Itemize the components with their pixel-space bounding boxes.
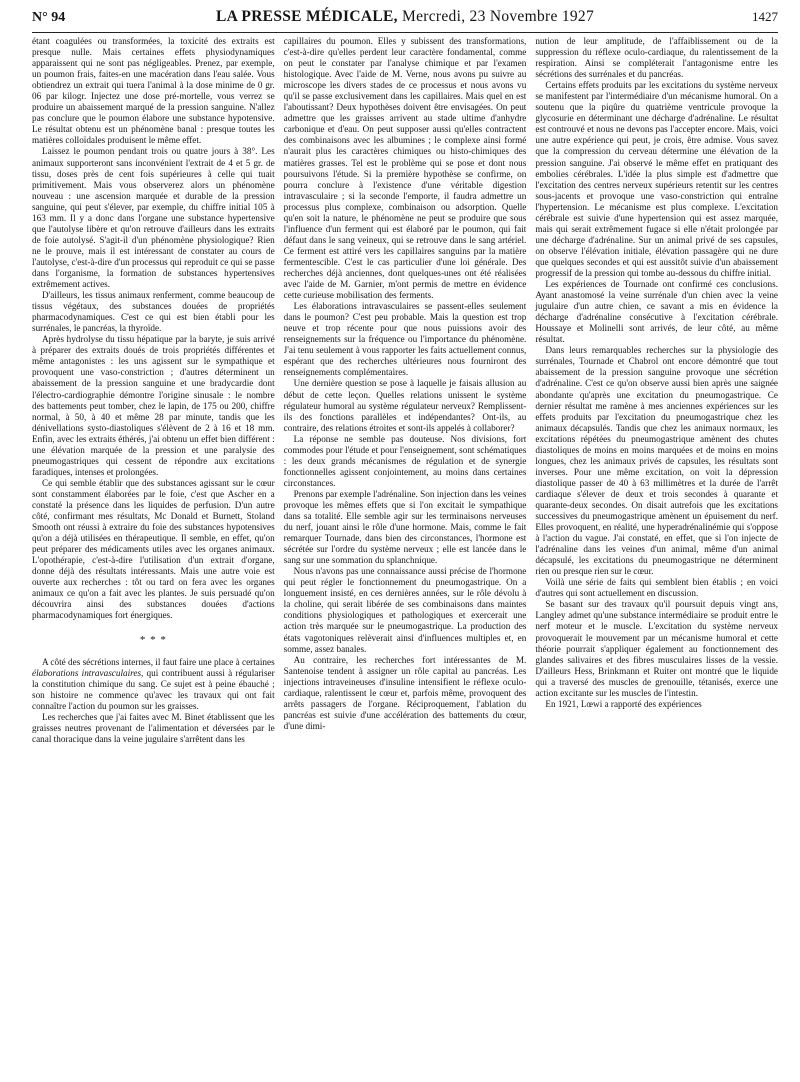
paragraph: capillaires du poumon. Elles y subissent des transformations, c'est-à-dire qu'elles perdent leur caractère fondamental, comme on peut le constater par l'analyse chimique et par l'examen histologique. Avec l'aide de M. Verne, nous avons pu suivre au microscope les divers stades de ce processus et nous avons vu qu'il se passe exclusivement dans les capillaires. Mais quel en est l'aboutissant? Deux hypothèses doivent être envisagées. On peut admettre que les graisses arrivent au stade ultime d'anhydre carbonique et d'eau. On peut supposer aussi qu'elles contractent des combinaisons avec les albumines ; le complexe ainsi formé n'aurait plus les caractères chimiques ou histo-chimiques des matières grasses. Tel est le problème qui se pose et dont nous poursuivons l'étude. Si la première hypothèse se confirme, on pourra conclure à l'existence d'une véritable digestion intravasculaire ; si la seconde l'emporte, il faudra admettre un processus plus complexe, combinaison ou adsorption. Quelle qu'en soit la nature, le phénomène ne peut se produire que sous l'influence d'un ferment qui est élaboré par le poumon, qui fait défaut dans le sang veineux, qui se retrouve dans le sang artériel. Ce ferment est attiré vers les capillaires sanguins par la matière fermentescible. C'est le cas particulier d'une loi générale. Des recherches déjà anciennes, dont quelques-unes ont été réalisées avec l'aide de M. Garnier, m'ont permis de mettre en évidence cette curieuse mobilisation des ferments. bbox=[283, 36, 527, 301]
paragraph: Les élaborations intravasculaires se passent-elles seulement dans le poumon? C'est peu probable. Mais la question est trop neuve et trop récente pour que nous puissions avoir des renseignements sur la fréquence ou l'importance du phénomène. J'ai tenu seulement à vous rapporter les faits actuellement connus, espérant que des recherches ultérieures nous fourniront des renseignements complémentaires. bbox=[283, 301, 527, 378]
column-1 bbox=[32, 36, 275, 1076]
paragraph: nution de leur amplitude, de l'affaiblissement ou de la suppression du réflexe oculo-cardiaque, du ralentissement de la respiration. Ainsi se compléterait l'antagonisme entre les sécrétions des surrénales et du pancréas. bbox=[535, 36, 779, 80]
article-columns bbox=[32, 36, 778, 1076]
paragraph: Laissez le poumon pendant trois ou quatre jours à 38°. Les animaux supporteront sans inconvénient l'extrait de 4 et 5 gr. de tissu, doses près de cent fois supérieures à celle qui tuait primitivement. Mais vous observerez alors un phénomène nouveau : une ascension marquée et durable de la pression sanguine, qui peut s'élever, par exemple, du chiffre initial 105 à 163 mm. Il y a donc dans l'organe une substance hypertensive que l'autolyse libère et qu'on retrouve d'ailleurs dans les extraits de foie autolysé. S'agit-il d'un phénomène physiologique? Rien ne le prouve, mais il est intéressant de constater au cours de l'autolyse, c'est-à-dire d'un processus qui reproduit ce qui se passe dans l'organisme, la formation de substances hypertensives extrêmement actives. bbox=[32, 146, 275, 290]
paragraph: Dans leurs remarquables recherches sur la physiologie des surrénales, Tournade et Chabrol ont encore démontré que tout abaissement de la pression sanguine provoque une sécrétion d'adrénaline. C'est ce qu'on observe aussi bien après une saignée abondante qu'après une excitation du pneumogastrique. Ce dernier résultat me ramène à mes anciennes expériences sur les effets produits par l'excitation du pneumogastrique chez les animaux décapsulés. Tandis que chez les animaux normaux, les excitations répétées du pneumogastrique amènent des chutes diastoliques de moins en moins marquées et de moins en moins longues, chez les animaux privés de capsules, les résultats sont inverses. Pour une même excitation, on voit la dépression diastolique passer de 40 à 63 millimètres et la durée de l'arrêt cardiaque s'élever de deux et trois secondes à quarante et quarante-deux secondes. On disait autrefois que les excitations successives du pneumogastrique amènent un épuisement du nerf. Elles provoquent, en réalité, une hyperadrénalinémie qui s'oppose à l'action du vague. J'ai constaté, en effet, que si l'on injecte de l'adrénaline dans les veines d'un animal, même d'un animal décapsulé, les excitations du pneumogastrique ne déterminent rien ou presque rien sur le cœur. bbox=[535, 345, 779, 577]
paragraph: D'ailleurs, les tissus animaux renferment, comme beaucoup de tissus végétaux, des substances douées de propriétés pharmacodynamiques. C'est ce qui est bien établi pour les surrénales, le pancréas, la thyroïde. bbox=[32, 290, 275, 334]
page-number: 1427 bbox=[752, 9, 778, 24]
paragraph: Une dernière question se pose à laquelle je faisais allusion au début de cette leçon. Quelles relations unissent le système régulateur humoral au système régulateur nerveux? Remplissent-ils des fonctions parallèles et indépendantes? Ont-ils, au contraire, des relations étroites et sont-ils appelés à collaborer? bbox=[283, 378, 527, 433]
text-run: A côté des sécrétions internes, il faut faire une place à certaines bbox=[42, 656, 275, 667]
journal-title: LA PRESSE MÉDICALE, bbox=[215, 8, 398, 25]
paragraph: Se basant sur des travaux qu'il poursuit depuis vingt ans, Langley admet qu'une substance intermédiaire se produit entre le nerf moteur et le muscle. L'excitation du système nerveux provoquerait le mouvement par un mécanisme humoral et cette théorie pourrait s'appliquer également au fonctionnement des glandes salivaires et des fibres musculaires lisses de la vessie. D'ailleurs Hess, Brinkmann et Ruiter ont montré que le liquide qui a traversé des muscles de grenouille, tétanisés, exerce une action excitante sur les muscles de l'intestin. bbox=[535, 599, 779, 698]
paragraph: Certains effets produits par les excitations du système nerveux se manifestent par l'intermédiaire d'un mécanisme humoral. On a soutenu que la piqûre du quatrième ventricule provoque la glycosurie en déterminant une décharge d'adrénaline. Le résultat est controuvé et nous ne devons pas l'accepter encore. Mais, voici une autre expérience qui peut, je crois, être admise. Vous savez que la compression du cerveau détermine une élévation de la pression sanguine. J'ai observé le même effet en pratiquant des embolies cérébrales. L'idée la plus simple est d'admettre que l'excitation des centres nerveux supérieurs retentit sur les centres sous-jacents et provoque une vaso-constriction qui entraîne l'hypertension. Le mécanisme est plus complexe. L'excitation cérébrale est suivie d'une hypertension qui est assez marquée, mais qui serait extrêmement fugace si elle n'était prolongée par une décharge d'adrénaline. Sur un animal privé de ses capsules, on observe l'élévation initiale, élévation passagère qui ne dure que quelques secondes et qui est aussitôt suivie d'un abaissement progressif de la pression qui tombe au-dessous du chiffre initial. bbox=[535, 80, 779, 278]
issue-number: N° 94 bbox=[32, 10, 66, 25]
section-separator: * * * bbox=[139, 634, 167, 647]
italic-term: élaborations intravasculaires, bbox=[32, 667, 144, 678]
paragraph: Les recherches que j'ai faites avec M. Binet établissent que les graisses neutres provenant de l'alimentation et déversées par le canal thoracique dans la veine jugulaire s'arrêtent dans les bbox=[32, 711, 275, 744]
paragraph: En 1921, Lœwi a rapporté des expériences bbox=[545, 698, 702, 709]
paragraph: La réponse ne semble pas douteuse. Nos divisions, fort commodes pour l'étude et pour l'enseignement, sont schématiques : les deux grands mécanismes de régulation et de synergie fonctionnelles agissent conjointement, au moins dans certaines circonstances. bbox=[283, 433, 527, 488]
paragraph: Prenons par exemple l'adrénaline. Son injection dans les veines provoque les mêmes effets que si l'on excitait le sympathique dans sa totalité. Elle semble agir sur les terminaisons nerveuses du nerf, jouant ainsi le rôle d'une hormone. Mais, comme le fait remarquer Tournade, dans bien des circonstances, l'hormone est sécrétée sur l'ordre du système nerveux ; elle est lancée dans le sang sur une sommation du splanchnique. bbox=[283, 488, 527, 566]
column-3 bbox=[535, 36, 778, 1076]
journal-date: Mercredi, 23 Novembre 1927 bbox=[402, 8, 595, 25]
running-title bbox=[122, 8, 688, 26]
column-2 bbox=[284, 36, 527, 1076]
paragraph: Au contraire, les recherches fort intéressantes de M. Santenoise tendent à assigner un rôle capital au pancréas. Les injections intraveineuses d'insuline intensifient le réflexe oculo-cardiaque, ralentissent le cœur et, parfois même, provoquent des arrêts passagers de l'organe. Réciproquement, l'ablation du pancréas est suivie d'une accélération des battements du cœur, d'une dimi- bbox=[283, 654, 527, 731]
paragraph: étant coagulées ou transformées, la toxicité des extraits est presque nulle. Mais certaines effets physiodynamiques apparaissent qui ne sont pas négligeables. Prenez, par exemple, un poumon frais, faites-en une macération dans l'eau salée. Vous obtiendrez un extrait qui tuera l'animal à la dose minime de 0 gr. 06 par kilogr. Injectez une dose pré-mortelle, vous verrez se produire un abaissement marqué de la pression sanguine. N'allez pas conclure que le poumon élabore une substance hypotensive. Le résultat obtenu est un phénomène banal : presque toutes les matières colloïdales produisent le même effet. bbox=[32, 36, 275, 146]
paragraph: Voilà une série de faits qui semblent bien établis ; en voici d'autres qui sont actuellement en discussion. bbox=[535, 577, 779, 599]
page-header bbox=[32, 8, 778, 33]
paragraph: Ce qui semble établir que des substances agissant sur le cœur sont constamment élaborées par le foie, c'est que Ascher en a constaté la présence dans les liquides de perfusion. D'un autre côté, confirmant mes résultats, Mc Donald et Burnett, Stoland Smooth ont réussi à extraire du foie des substances hypotensives qu'on a déjà utilisées en thérapeutique. Il semble, en effet, qu'on peut préparer des médicaments utiles avec les organes animaux. L'opothérapie, c'est-à-dire l'utilisation d'un extrait d'organe, donne déjà des résultats intéressants. Mais une autre voie est ouverte aux recherches : tôt ou tard on fera avec les organes animaux ce qu'on a fait avec les plantes. Je suis persuadé qu'on découvrira ainsi des substances douées d'actions pharmacodynamiques fort énergiques. bbox=[32, 477, 275, 621]
paragraph: Nous n'avons pas une connaissance aussi précise de l'hormone qui peut régler le fonctionnement du pneumogastrique. On a longuement insisté, en ces dernières années, sur le rôle dévolu à la choline, qui serait libérée de ses combinaisons dans maintes conditions physiologiques et pathologiques et exercerait une action très marquée sur le pneumogastrique. La production des états vagotoniques relèverait ainsi d'influences multiples et, en somme, assez banales. bbox=[283, 566, 527, 654]
text-run: qui contribuent aussi à régulariser la constitution chimique du sang. Ce sujet est à peine ébauché ; son histoire ne commence qu'avec les travaux qui ont fait connaître l'action du poumon sur les graisses. bbox=[32, 667, 275, 711]
paragraph: Les expériences de Tournade ont confirmé ces conclusions. Ayant anastomosé la veine surrénale d'un chien avec la veine jugulaire d'un autre chien, ce savant a mis en évidence la décharge d'adrénaline consécutive à l'excitation cérébrale. Houssaye et Molinelli sont arrivés, de leur côté, au même résultat. bbox=[535, 279, 779, 345]
paragraph bbox=[32, 657, 275, 712]
paragraph: Après hydrolyse du tissu hépatique par la baryte, je suis arrivé à préparer des extraits doués de trois propriétés différentes et même antagonistes : les uns agissent sur le sympathique et provoquent une vaso-constriction ; d'autres déterminent un abaissement de la pression sanguine et une bradycardie dont l'électro-cardiographie démontre l'origine sinusale : le nombre des battements peut tomber, chez le lapin, de 175 ou 200, chiffre normal, à 50, à 40 et même 28 par minute, tandis que les dénivellations systo-diastoliques s'élèvent de 2 à 16 et 18 mm. Enfin, avec les extraits éthérés, j'ai obtenu un effet bien différent : une élévation marquée de la pression et une paralysie des pneumogastriques qui cessent de répondre aux excitations faradiques, intenses et prolongées. bbox=[32, 334, 275, 477]
